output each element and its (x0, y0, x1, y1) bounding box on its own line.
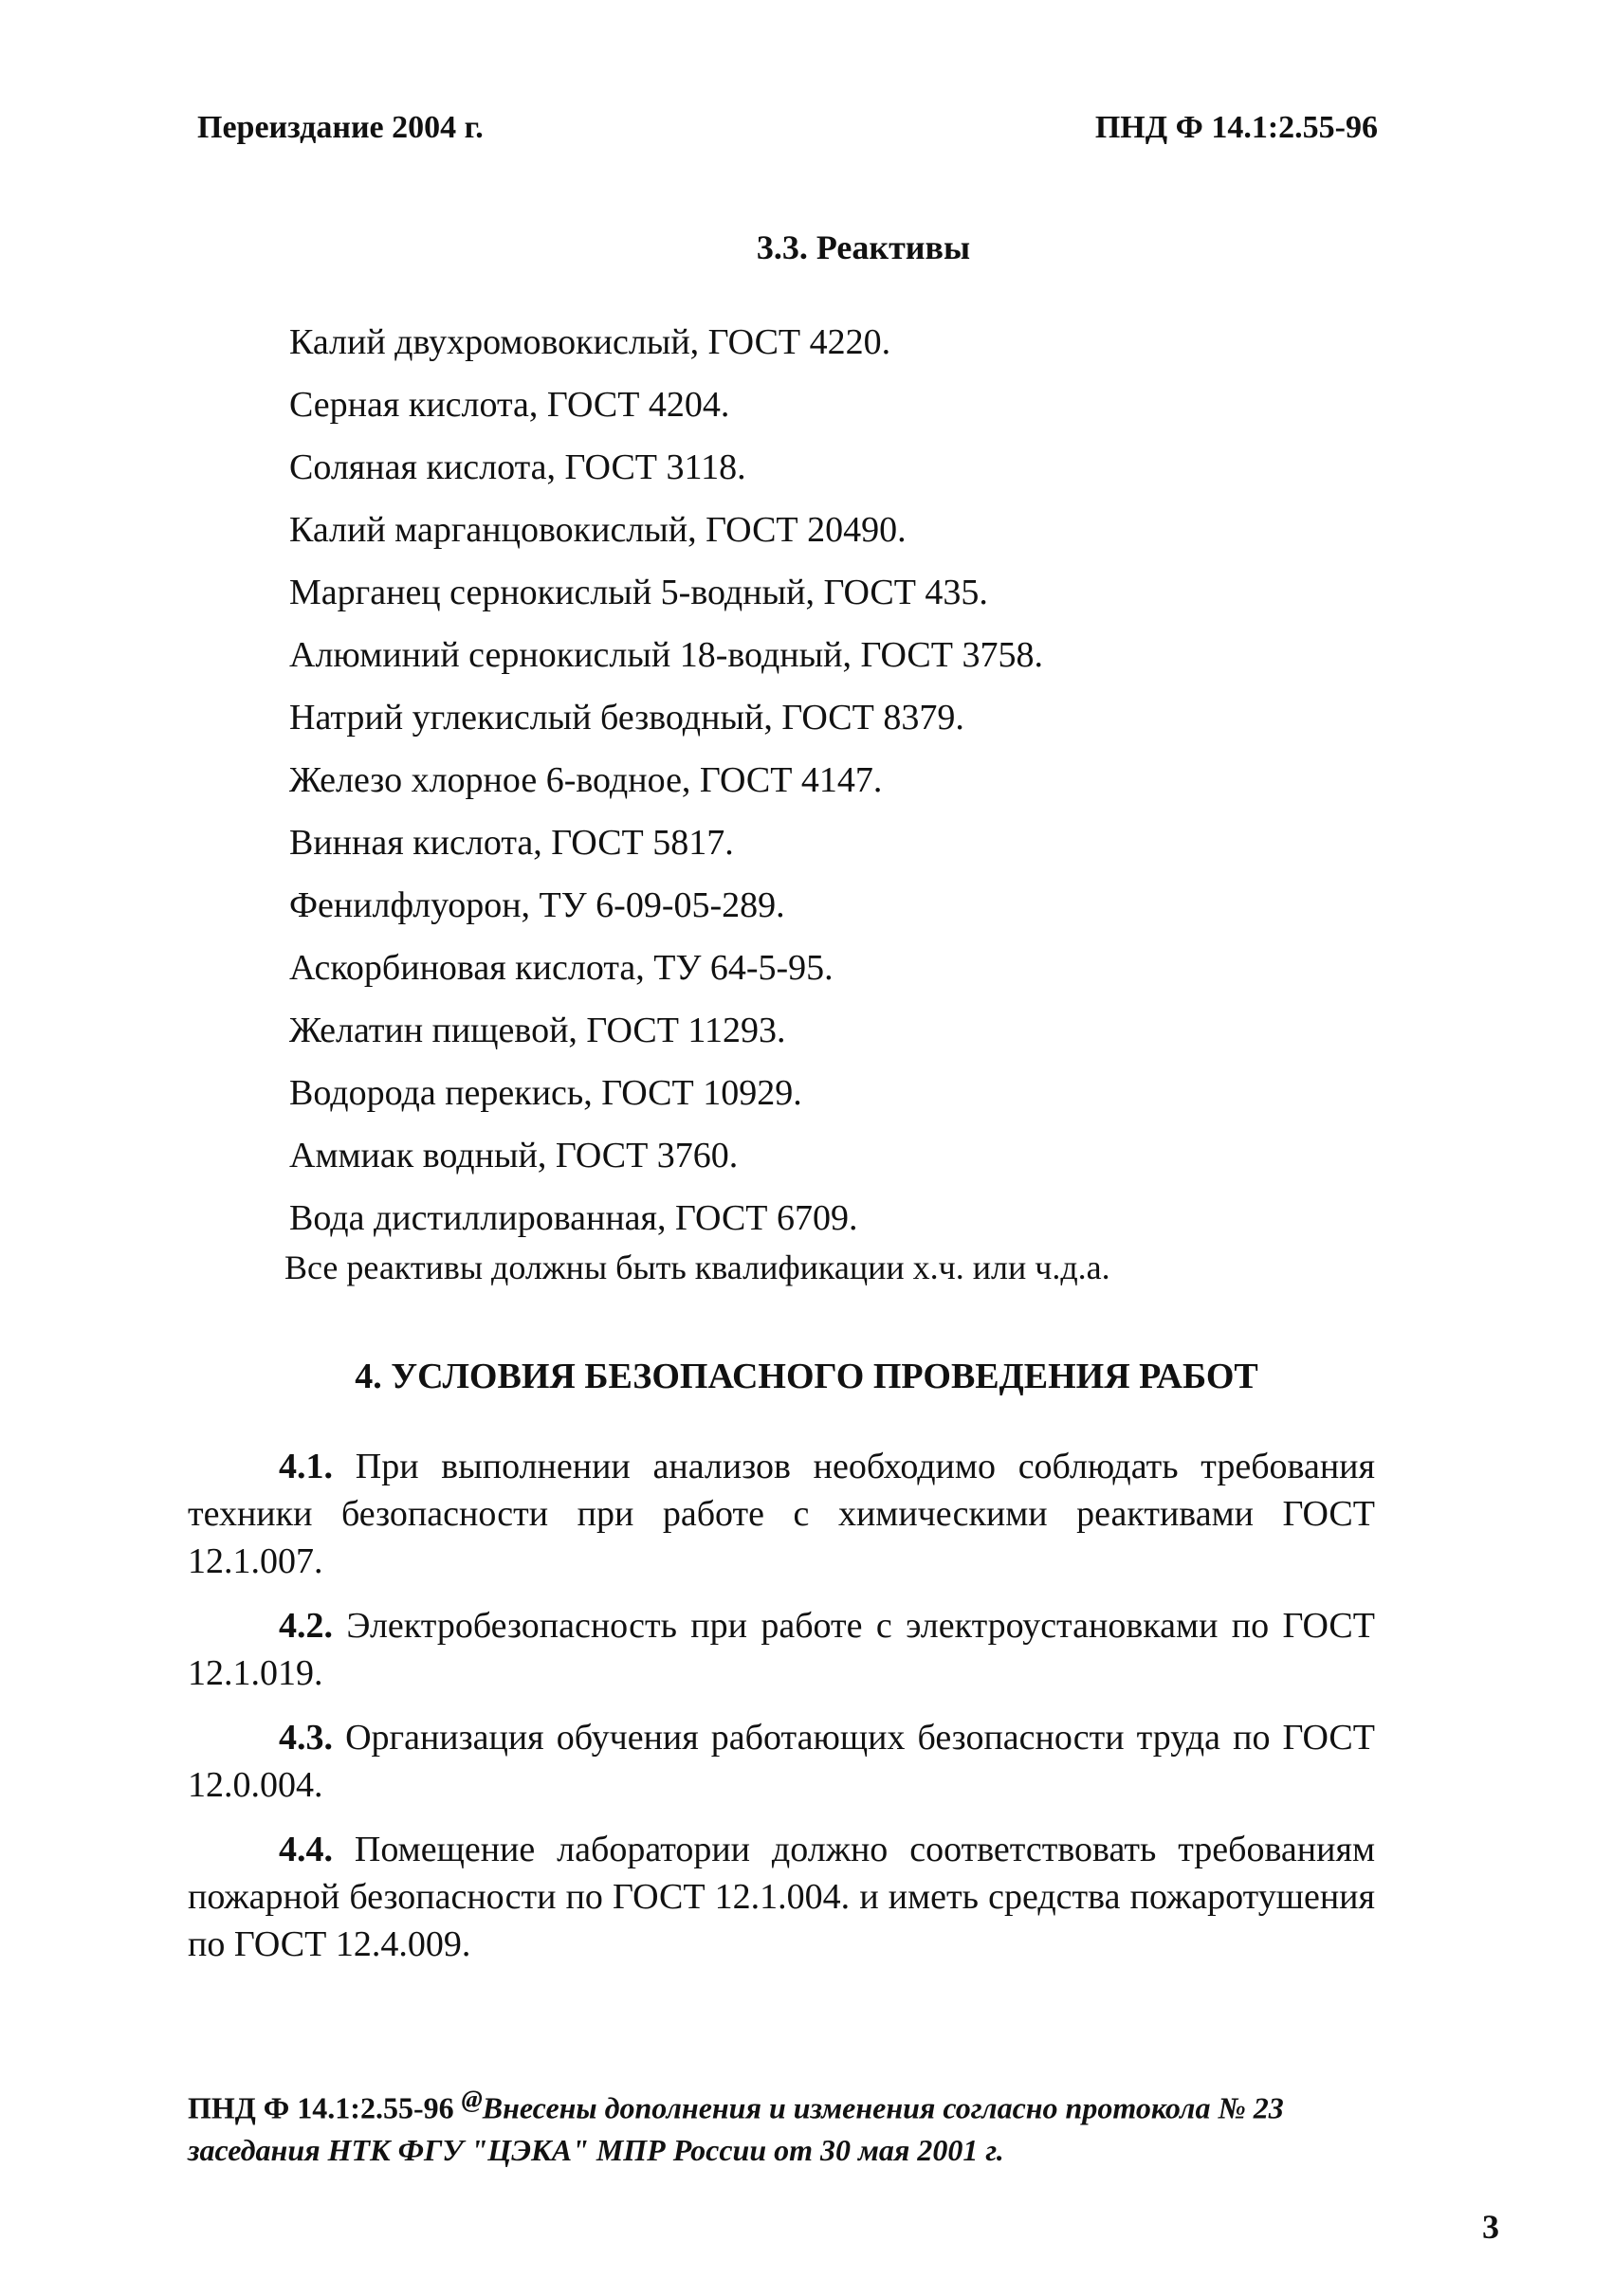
paragraph-number: 4.4. (279, 1830, 333, 1869)
reagents-section-title: 3.3. Реактивы (756, 228, 971, 266)
list-item: Железо хлорное 6-водное, ГОСТ 4147. (289, 760, 883, 800)
footer-mark: @ (461, 2085, 483, 2113)
paragraph-text: Электробезопасность при работе с электроустановками по ГОСТ 12.1.019. (188, 1606, 1375, 1693)
footer-note (188, 2078, 1375, 2171)
list-item: Винная кислота, ГОСТ 5817. (289, 823, 734, 863)
document-code: ПНД Ф 14.1:2.55-96 (1094, 110, 1378, 145)
edition-note: Переиздание 2004 г. (197, 110, 484, 145)
reagent-list (289, 311, 1043, 1249)
paragraph-4-1 (188, 1443, 1375, 1585)
list-item: Калий двухромовокислый, ГОСТ 4220. (289, 322, 891, 362)
footer-document-code: ПНД Ф 14.1:2.55-96 (188, 2090, 462, 2125)
list-item: Алюминий сернокислый 18-водный, ГОСТ 3758. (289, 635, 1043, 675)
page-number: 3 (1482, 2208, 1499, 2246)
list-item: Аммиак водный, ГОСТ 3760. (289, 1136, 739, 1175)
paragraph-4-3 (188, 1714, 1375, 1809)
list-item: Желатин пищевой, ГОСТ 11293. (289, 1011, 786, 1050)
list-item: Аскорбиновая кислота, ТУ 64-5-95. (289, 948, 834, 988)
paragraph-4-2 (188, 1602, 1375, 1697)
paragraph-4-4 (188, 1826, 1375, 1968)
list-item: Серная кислота, ГОСТ 4204. (289, 385, 730, 425)
list-item: Калий марганцовокислый, ГОСТ 20490. (289, 510, 907, 550)
paragraph-text: При выполнении анализов необходимо соблюдать требования техники безопасности при работе с химическими реактивами ГОСТ 12.1.007. (188, 1447, 1375, 1581)
list-item: Натрий углекислый безводный, ГОСТ 8379. (289, 698, 964, 738)
paragraph-number: 4.1. (279, 1447, 333, 1486)
list-item: Водорода перекись, ГОСТ 10929. (289, 1073, 802, 1113)
paragraph-text: Помещение лаборатории должно соответствовать требованиям пожарной безопасности по ГОСТ 12.1.004. и иметь средства пожаротушения по ГОСТ 12.4.009. (188, 1830, 1375, 1964)
reagents-qualification-note: Все реактивы должны быть квалификации х.ч. или ч.д.а. (284, 1248, 1110, 1286)
paragraph-text: Организация обучения работающих безопасности труда по ГОСТ 12.0.004. (188, 1718, 1375, 1805)
list-item: Фенилфлуорон, ТУ 6-09-05-289. (289, 885, 785, 925)
list-item: Вода дистиллированная, ГОСТ 6709. (289, 1198, 858, 1238)
list-item: Соляная кислота, ГОСТ 3118. (289, 447, 746, 487)
footer-amendment-text: Внесены дополнения и изменения согласно протокола № 23 заседания НТК ФГУ "ЦЭКА" МПР России от 30 мая 2001 г. (188, 2090, 1284, 2167)
list-item: Марганец сернокислый 5-водный, ГОСТ 435. (289, 573, 988, 612)
paragraph-number: 4.2. (279, 1606, 333, 1646)
paragraph-number: 4.3. (279, 1718, 333, 1758)
safety-section-title: 4. УСЛОВИЯ БЕЗОПАСНОГО ПРОВЕДЕНИЯ РАБОТ (355, 1357, 1258, 1396)
